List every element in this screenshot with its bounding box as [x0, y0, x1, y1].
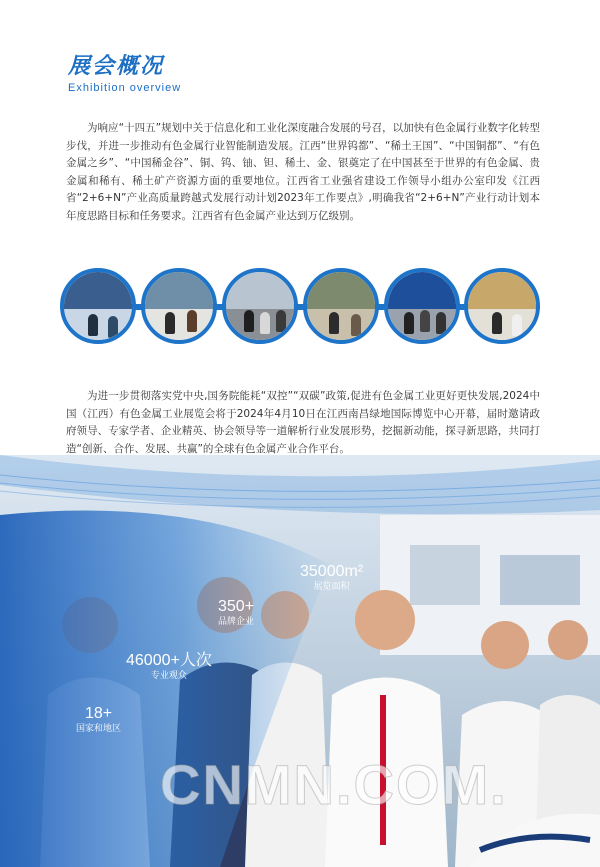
stat-professional-visitors: 46000+人次 专业观众 [126, 652, 212, 681]
page-subtitle: Exhibition overview [68, 82, 182, 94]
intro-paragraph: 为响应“十四五”规划中关于信息化和工业化深度融合发展的号召，以加快有色金属行业数字化转型步伐，并进一步推动有色金属行业智能制造发展。江西“世界钨都”、“稀土王国”、“中国铜都”、“有色金属之乡”、“中国稀金谷”、铜、钨、铀、钽、稀土、金、银奠定了在中国甚至于世界的有色金属、贵金属和稀有、稀土矿产资源方面的重要地位。江西省工业强省建设工作领导小组办公室印发《江西省“2+6+N”产业高质量跨越式发展行动计划2023年工作要点》,明确我省“2+6+N”产业行动计划本年度思路目标和任务要求。江西省有色金属产业达到万亿级别。 [66, 122, 540, 222]
stat-exhibition-area: 35000m² 展览面积 [300, 563, 364, 592]
photo-circle-product-display [464, 268, 540, 344]
stat-brand-companies: 350+ 品牌企业 [218, 598, 255, 627]
photo-circle-strip [60, 268, 540, 350]
photo-circle-exhibition-floor [303, 268, 379, 344]
site-watermark: CNMN.COM. [160, 753, 508, 816]
photo-circle-booth-visitors [222, 268, 298, 344]
photo-circle-exhibit-hall [141, 268, 217, 344]
stat-countries-regions: 18+ 国家和地区 [76, 705, 122, 734]
page-title: 展会概况 [68, 54, 165, 79]
second-paragraph: 为进一步贯彻落实党中央,国务院能耗“双控”“双碳”政策,促进有色金属工业更好更快发展,2024中国（江西）有色金属工业展览会将于2024年4月10日在江西南昌绿地国际博览中心开幕，届时邀请政府领导、专家学者、企业精英、协会领导等一道解析行业发展形势，挖掘新动能，探寻新思路，共同打造“创新、合作、发展、共赢”的全球有色金属产业合作平台。 [66, 390, 540, 455]
photo-circle-crowd [384, 268, 460, 344]
photo-circle-control-room [60, 268, 136, 344]
section-header [68, 54, 181, 94]
